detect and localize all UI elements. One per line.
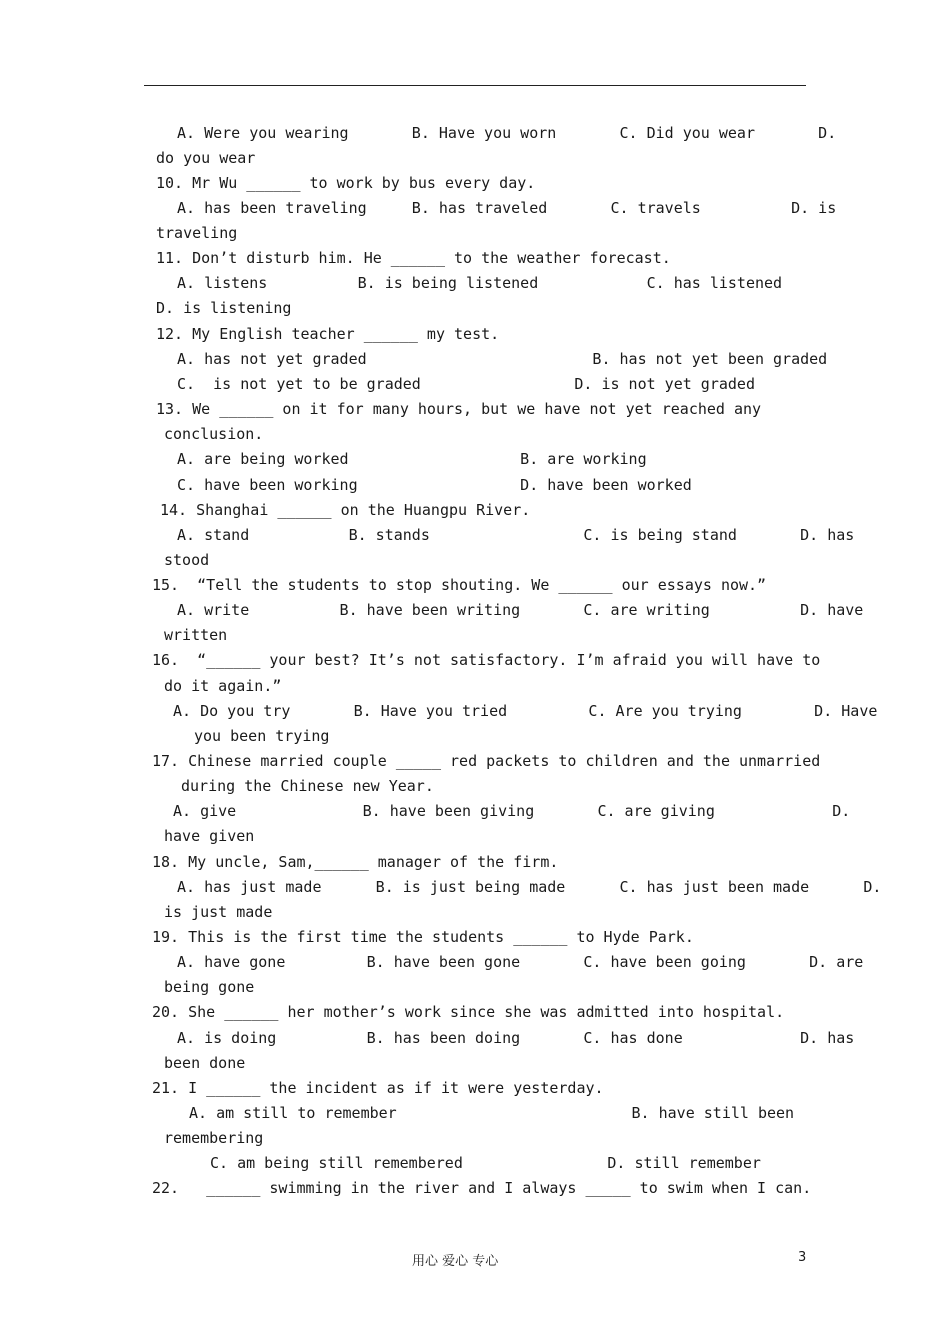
question-line: A. stand B. stands C. is being stand D. has	[177, 526, 855, 544]
question-line: A. Were you wearing B. Have you worn C. Did you wear D.	[177, 124, 837, 142]
question-line: during the Chinese new Year.	[181, 777, 434, 795]
question-line: do you wear	[156, 149, 256, 167]
question-line: 13. We ______ on it for many hours, but we have not yet reached any	[156, 400, 762, 418]
question-line: 15. “Tell the students to stop shouting. We ______ our essays now.”	[152, 576, 767, 594]
question-line: 12. My English teacher ______ my test.	[156, 325, 500, 343]
question-line: A. are being worked B. are working	[177, 450, 647, 468]
question-line: A. give B. have been giving C. are giving D.	[173, 802, 851, 820]
question-line: being gone	[164, 978, 255, 996]
question-line: C. have been working D. have been worked	[177, 476, 692, 494]
question-line: stood	[164, 551, 210, 569]
header-rule	[144, 85, 806, 86]
question-line: 22. ______ swimming in the river and I always _____ to swim when I can.	[152, 1179, 812, 1197]
question-line: conclusion.	[164, 425, 264, 443]
question-line: D. is listening	[156, 299, 292, 317]
question-line: A. listens B. is being listened C. has listened	[177, 274, 783, 292]
question-line: you been trying	[194, 727, 330, 745]
question-line: been done	[164, 1054, 246, 1072]
question-line: A. has just made B. is just being made C. has just been made D.	[177, 878, 882, 896]
question-line: A. has been traveling B. has traveled C. travels D. is	[177, 199, 837, 217]
question-line: C. am being still remembered D. still remember	[210, 1154, 761, 1172]
question-line: 14. Shanghai ______ on the Huangpu River.	[160, 501, 531, 519]
footer-motto: 用心 爱心 专心	[412, 1254, 499, 1269]
question-line: 21. I ______ the incident as if it were yesterday.	[152, 1079, 604, 1097]
question-line: 10. Mr Wu ______ to work by bus every day.	[156, 174, 536, 192]
question-line: A. has not yet graded B. has not yet been graded	[177, 350, 828, 368]
question-line: 18. My uncle, Sam,______ manager of the firm.	[152, 853, 559, 871]
question-line: A. have gone B. have been gone C. have been going D. are	[177, 953, 864, 971]
question-line: 17. Chinese married couple _____ red packets to children and the unmarried	[152, 752, 821, 770]
question-line: is just made	[164, 903, 273, 921]
question-line: C. is not yet to be graded D. is not yet graded	[177, 375, 755, 393]
question-line: A. write B. have been writing C. are writing D. have	[177, 601, 864, 619]
question-line: 19. This is the first time the students ______ to Hyde Park.	[152, 928, 694, 946]
question-line: 20. She ______ her mother’s work since she was admitted into hospital.	[152, 1003, 785, 1021]
question-line: do it again.”	[164, 677, 282, 695]
question-line: remembering	[164, 1129, 264, 1147]
page-footer	[0, 1250, 950, 1270]
question-line: written	[164, 626, 228, 644]
page-number: 3	[798, 1250, 807, 1265]
question-line: have given	[164, 827, 255, 845]
question-line: A. is doing B. has been doing C. has done D. has	[177, 1029, 855, 1047]
question-line: 16. “______ your best? It’s not satisfactory. I’m afraid you will have to	[152, 651, 821, 669]
question-line: A. am still to remember B. have still been	[189, 1104, 795, 1122]
question-line: A. Do you try B. Have you tried C. Are you trying D. Have	[173, 702, 878, 720]
question-line: 11. Don’t disturb him. He ______ to the weather forecast.	[156, 249, 671, 267]
question-line: traveling	[156, 224, 238, 242]
